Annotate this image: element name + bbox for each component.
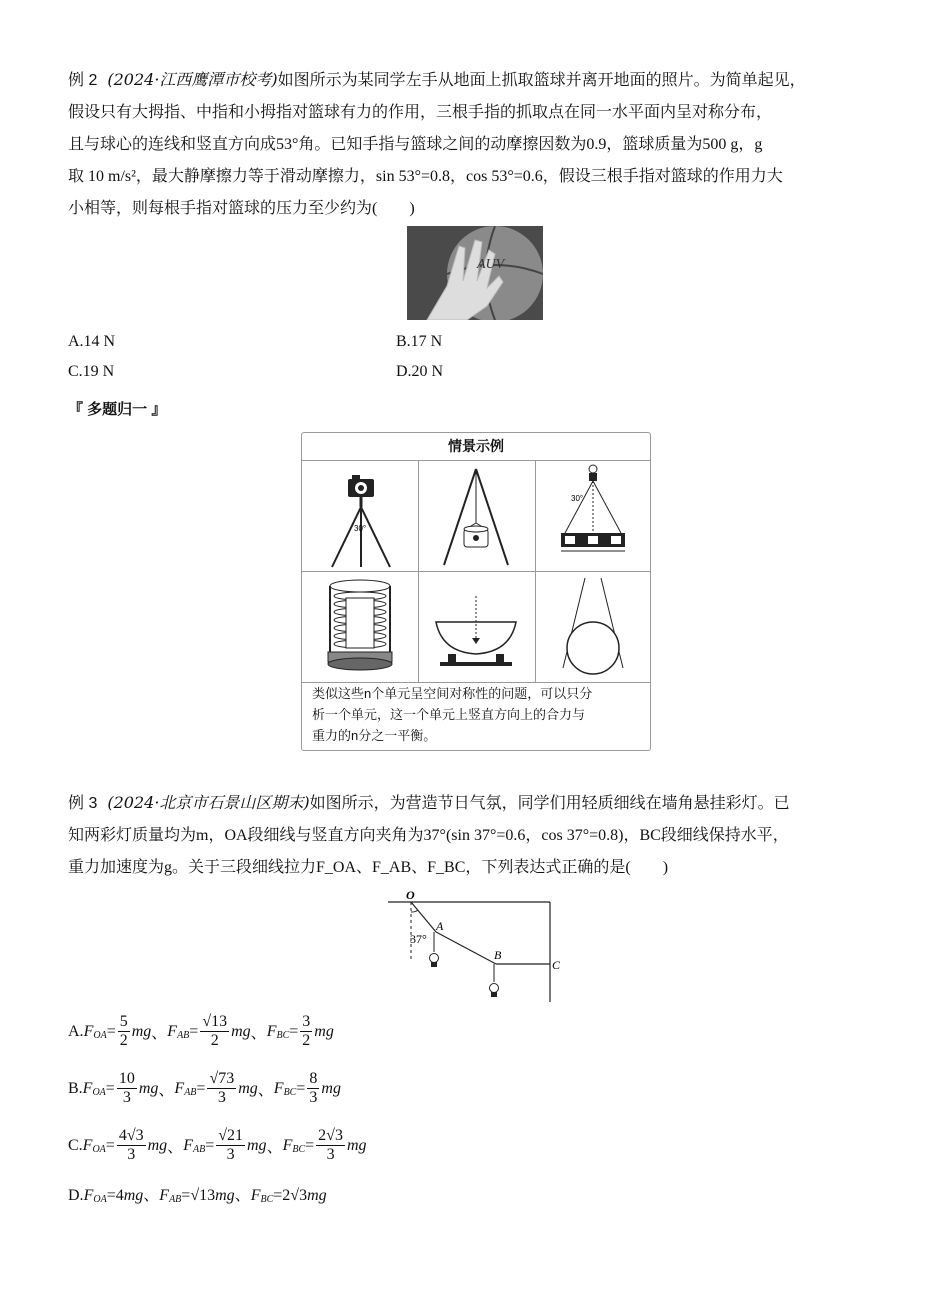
cell-spring-cylinder xyxy=(302,572,419,683)
example3-label: 例 3 xyxy=(68,795,98,812)
example2-text xyxy=(68,64,888,225)
example2-option-a[interactable]: A.14 N xyxy=(68,333,116,350)
cell-camera-tripod xyxy=(302,461,419,572)
cell-chandelier xyxy=(535,461,650,572)
example2-option-c[interactable]: C.19 N xyxy=(68,363,115,380)
label-angle: 37° xyxy=(410,932,427,946)
example3-option-c[interactable]: C. F OA = $\frac{4√3}{3}$ mg 、 F AB = $\frac{√21}{3}$ mg 、 F BC = $\frac{2√3}{3}$ mg xyxy=(68,1127,367,1163)
example2-label: 例 2 xyxy=(68,72,98,89)
example3-option-a[interactable]: A. F OA = $\frac{5}{2}$ mg 、 F AB = $\frac{√13}{2}$ mg 、 F BC = $\frac{3}{2}$ mg xyxy=(68,1013,334,1049)
lantern-diagram xyxy=(386,886,566,1004)
example2-line2: 假设只有大拇指、中指和小拇指对篮球有力的作用，三根手指的抓取点在同一水平面内呈对称分布， xyxy=(68,104,773,121)
example3-option-b[interactable]: B. F OA = $\frac{10}{3}$ mg 、 F AB = $\frac{√73}{3}$ mg 、 F BC = $\frac{8}{3}$ mg xyxy=(68,1070,341,1106)
example3-line2: 知两彩灯质量均为m，OA段细线与竖直方向夹角为37°(sin 37°=0.6，cos 37°=0.8)，BC段细线保持水平， xyxy=(68,827,789,844)
example3-option-d[interactable]: D. F OA = 4 mg 、 F AB = √13 mg 、 F BC = 2√3 mg xyxy=(68,1187,327,1205)
label-o: O xyxy=(406,888,415,902)
example3-text xyxy=(68,787,888,884)
angle-label-1: 30° xyxy=(354,524,367,533)
photo-text: AUV xyxy=(477,257,505,272)
table-header: 情景示例 xyxy=(302,433,650,461)
angle-label-2: 30° xyxy=(571,494,584,503)
example2-line4: 取 10 m/s²，最大静摩擦力等于滑动摩擦力，sin 53°=0.8，cos 53°=0.6，假设三根手指对篮球的作用力大 xyxy=(68,168,783,185)
example2-option-b[interactable]: B.17 N xyxy=(396,333,443,350)
example3-source: (2024·北京市石景山区期末) xyxy=(107,793,310,812)
example2-option-d[interactable]: D.20 N xyxy=(396,363,444,380)
example2-line1: 如图所示为某同学左手从地面上抓取篮球并离开地面的照片。为简单起见， xyxy=(277,72,806,89)
example2-line3: 且与球心的连线和竖直方向成53°角。已知手指与篮球之间的动摩擦因数为0.9，篮球质量为500 g，g xyxy=(68,136,763,153)
scenario-table xyxy=(301,432,651,751)
example3-line3: 重力加速度为g。关于三段细线拉力F_OA、F_AB、F_BC，下列表达式正确的是( ) xyxy=(68,859,669,876)
section-title: 『 多题归一 』 xyxy=(68,401,167,418)
example3-line1: 如图所示，为营造节日气氛，同学们用轻质细线在墙角悬挂彩灯。已 xyxy=(309,795,790,812)
label-c: C xyxy=(552,958,561,972)
cell-ball-between-lines xyxy=(535,572,650,683)
example2-line5: 小相等，则每根手指对篮球的压力至少约为( ) xyxy=(68,200,415,217)
label-b: B xyxy=(494,948,502,962)
cell-tripod-pot xyxy=(418,461,536,572)
table-note: 类似这些n个单元呈空间对称性的问题，可以只分 析一个单元，这一个单元上竖直方向上的合力与 重力的n分之一平衡。 xyxy=(312,686,593,743)
basketball-hand-photo xyxy=(407,226,543,320)
example2-source: (2024·江西鹰潭市校考) xyxy=(107,70,278,89)
cell-bowl xyxy=(418,572,536,683)
label-a: A xyxy=(436,919,444,933)
